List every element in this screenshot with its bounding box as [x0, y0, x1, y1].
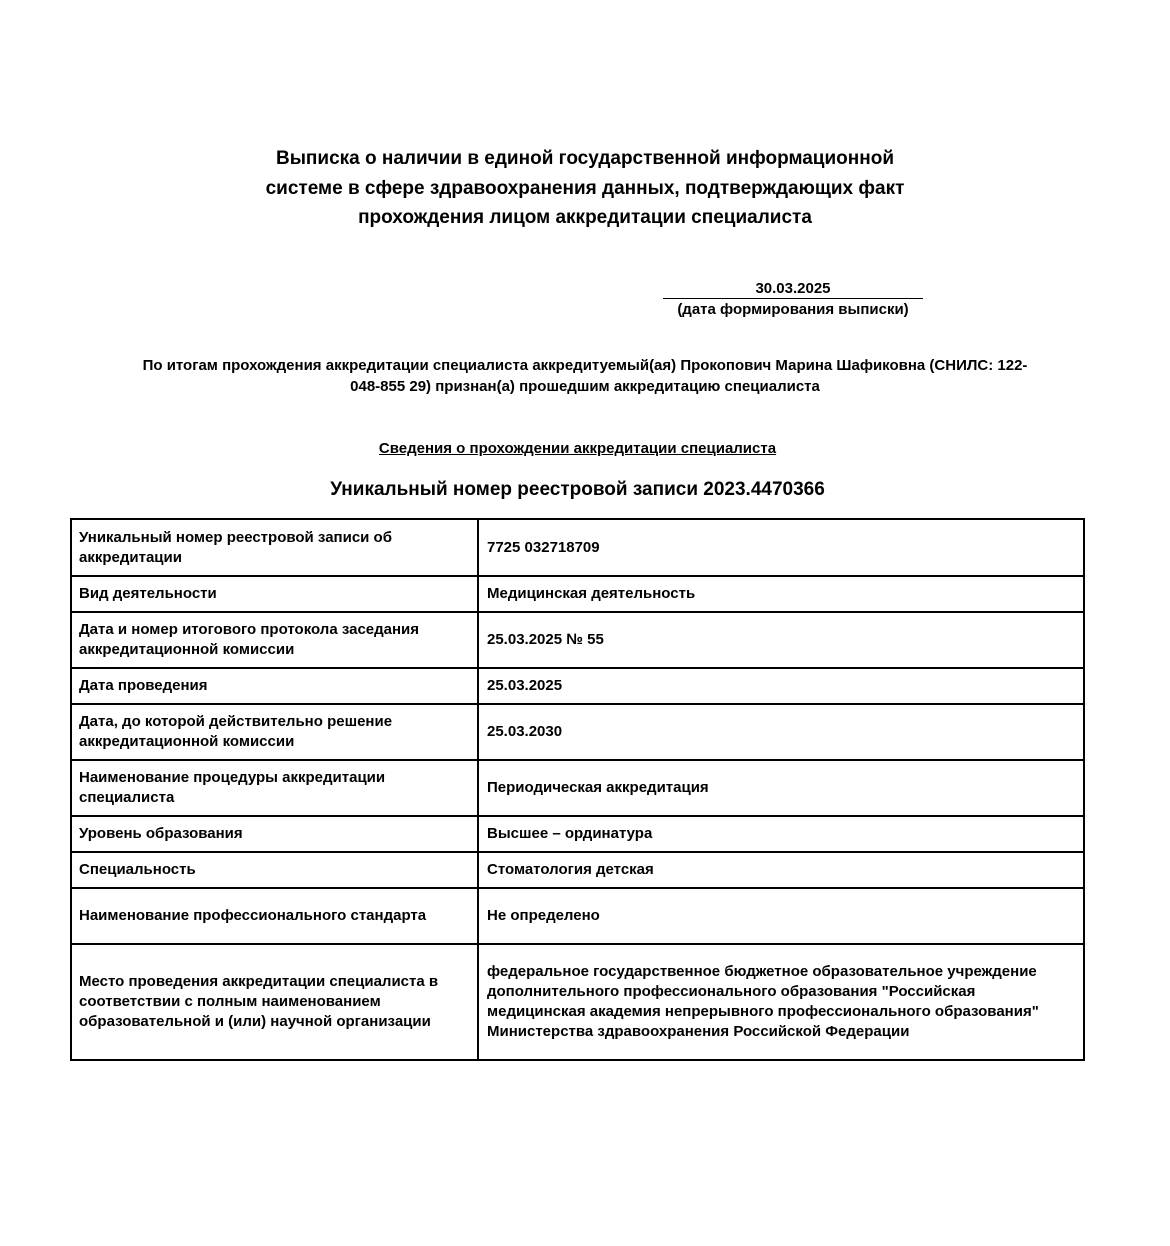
row-value: 25.03.2025 — [478, 668, 1084, 704]
issue-date-caption: (дата формирования выписки) — [677, 301, 909, 318]
row-value: 25.03.2025 № 55 — [478, 612, 1084, 668]
row-value: Высшее – ординатура — [478, 816, 1084, 852]
table-row — [71, 944, 1084, 1060]
accreditation-table — [70, 518, 1085, 1061]
row-label: Уникальный номер реестровой записи об аккредитации — [71, 519, 478, 576]
title-line: системе в сфере здравоохранения данных, подтверждающих факт — [265, 177, 905, 199]
row-value: федеральное государственное бюджетное образовательное учреждение дополнительного профессионального образования "Российская медицинская академия непрерывного профессионального образования" Министерства здравоохранения Российской Федерации — [478, 944, 1084, 1060]
section-title: Сведения о прохождении аккредитации специалиста — [378, 440, 777, 457]
table-row — [71, 852, 1084, 888]
row-value: Стоматология детская — [478, 852, 1084, 888]
document-title — [0, 144, 1170, 233]
table-row — [71, 576, 1084, 612]
row-label: Вид деятельности — [71, 576, 478, 612]
table-row — [71, 612, 1084, 668]
row-value: Не определено — [478, 888, 1084, 944]
row-value: 25.03.2030 — [478, 704, 1084, 760]
title-line: Выписка о наличии в единой государственной информационной — [275, 148, 895, 169]
record-number: Уникальный номер реестровой записи 2023.4470366 — [330, 479, 825, 500]
row-label: Дата проведения — [71, 668, 478, 704]
table-row — [71, 816, 1084, 852]
row-value: Периодическая аккредитация — [478, 760, 1084, 816]
row-label: Дата и номер итогового протокола заседания аккредитационной комиссии — [71, 612, 478, 668]
title-line: прохождения лицом аккредитации специалиста — [358, 207, 812, 228]
intro-paragraph — [70, 355, 1100, 397]
table-row — [71, 519, 1084, 576]
intro-line: По итогам прохождения аккредитации специалиста аккредитуемый(ая) Прокопович Марина Шафиковна (СНИЛС: 122- — [142, 357, 1028, 374]
row-value: Медицинская деятельность — [478, 576, 1084, 612]
row-label: Дата, до которой действительно решение аккредитационной комиссии — [71, 704, 478, 760]
row-label: Место проведения аккредитации специалиста в соответствии с полным наименованием образовательной и (или) научной организации — [71, 944, 478, 1060]
table-row — [71, 668, 1084, 704]
row-label: Специальность — [71, 852, 478, 888]
row-value: 7725 032718709 — [478, 519, 1084, 576]
issue-date: 30.03.2025 — [663, 280, 923, 299]
intro-line: 048-855 29) признан(а) прошедшим аккредитацию специалиста — [350, 378, 820, 395]
row-label: Наименование профессионального стандарта — [71, 888, 478, 944]
row-label: Уровень образования — [71, 816, 478, 852]
table-row — [71, 888, 1084, 944]
table-row — [71, 704, 1084, 760]
table-row — [71, 760, 1084, 816]
row-label: Наименование процедуры аккредитации специалиста — [71, 760, 478, 816]
date-block — [663, 280, 923, 320]
